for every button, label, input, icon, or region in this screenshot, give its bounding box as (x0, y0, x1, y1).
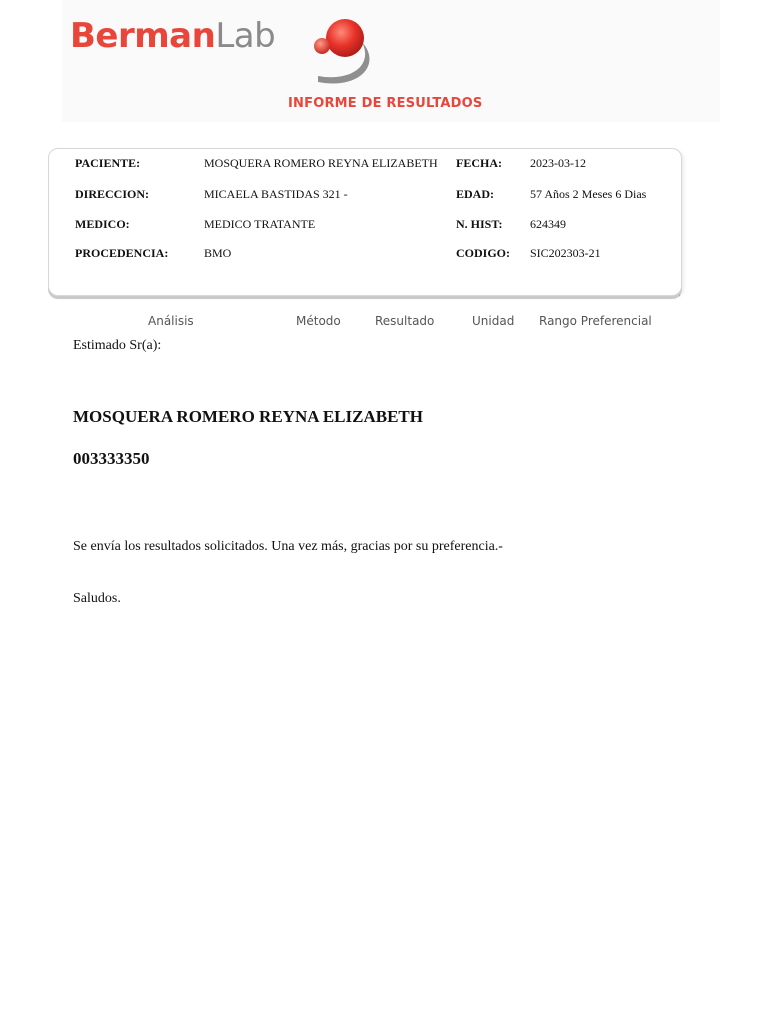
patient-id-heading: 003333350 (73, 449, 150, 468)
nhist-label: N. HIST: (456, 217, 503, 231)
report-title: INFORME DE RESULTADOS (288, 96, 483, 111)
nhist-value: 624349 (530, 217, 566, 231)
procedencia-label: PROCEDENCIA: (75, 246, 169, 260)
logo-sphere-icon (250, 12, 370, 92)
greeting-text: Estimado Sr(a): (73, 338, 162, 353)
patient-info-box (48, 148, 682, 296)
bermanlab-logo (70, 12, 370, 92)
logo-brand-secondary: Lab (215, 16, 276, 56)
closing-text: Saludos. (73, 591, 121, 606)
column-header-analisis: Análisis (148, 314, 194, 328)
fecha-value: 2023-03-12 (530, 156, 586, 170)
codigo-value: SIC202303-21 (530, 246, 601, 260)
patient-name-heading: MOSQUERA ROMERO REYNA ELIZABETH (73, 407, 423, 426)
info-row-medico (49, 217, 681, 235)
paciente-value: MOSQUERA ROMERO REYNA ELIZABETH (204, 156, 438, 170)
edad-label: EDAD: (456, 187, 494, 201)
column-header-rango: Rango Preferencial (539, 314, 652, 328)
medico-label: MEDICO: (75, 217, 130, 231)
message-text: Se envía los resultados solicitados. Una vez más, gracias por su preferencia.- (73, 539, 503, 554)
edad-value: 57 Años 2 Meses 6 Dias (530, 187, 647, 201)
logo-wordmark (70, 14, 275, 58)
info-row-direccion (49, 187, 681, 205)
column-header-unidad: Unidad (472, 314, 515, 328)
fecha-label: FECHA: (456, 156, 502, 170)
paciente-label: PACIENTE: (75, 156, 141, 170)
direccion-label: DIRECCION: (75, 187, 150, 201)
logo-brand-primary: Berman (70, 16, 216, 56)
column-header-resultado: Resultado (375, 314, 435, 328)
procedencia-value: BMO (204, 246, 232, 260)
medico-value: MEDICO TRATANTE (204, 217, 316, 231)
info-row-procedencia (49, 246, 681, 264)
direccion-value: MICAELA BASTIDAS 321 - (204, 187, 348, 201)
corner-tick-mark: ′ (679, 293, 681, 302)
column-header-metodo: Método (296, 314, 341, 328)
codigo-label: CODIGO: (456, 246, 510, 260)
info-row-paciente (49, 156, 681, 174)
